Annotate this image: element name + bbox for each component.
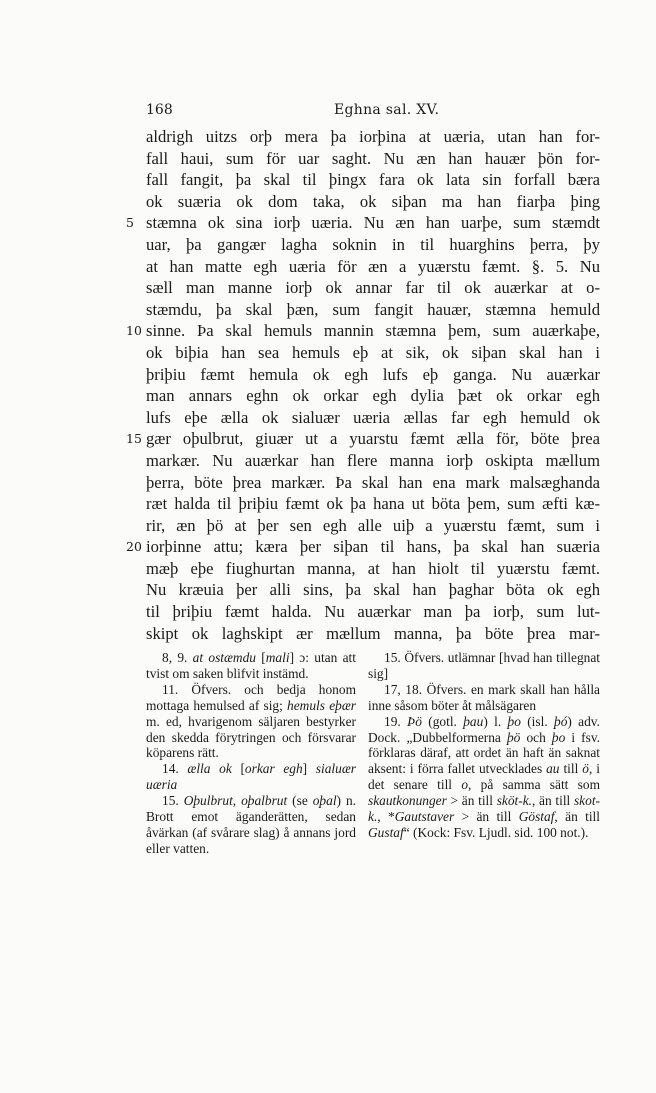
text-line <box>146 558 600 580</box>
text-line <box>126 536 600 558</box>
footnote: 8, 9. at ostæmdu [mali] ɔ: utan att tvist om saken blifvit instämd. <box>146 650 356 681</box>
text-line <box>146 385 600 407</box>
line-text: rir, æn þö at þer sen egh alle uiþ a yuærstu fæmt, sum i <box>146 515 600 535</box>
footnotes-left-column <box>146 650 356 857</box>
line-text: stæmdu, þa skal þæn, sum fangit hauær, stæmna hemuld <box>146 299 600 319</box>
line-text: man annars eghn ok orkar egh dylia þæt ok orkar egh <box>146 386 600 406</box>
line-text: uar, þa gangær lagha soknin in til huarghins þerra, þy <box>146 234 600 254</box>
text-line <box>146 364 600 386</box>
text-line <box>146 234 600 256</box>
footnote: 15. Öfvers. utlämnar [hvad han tillegnat sig] <box>368 650 600 681</box>
text-line <box>146 148 600 170</box>
line-number: 15 <box>126 431 142 447</box>
text-line <box>146 579 600 601</box>
footnote: 14. ælla ok [orkar egh] sialuær uæria <box>146 761 356 793</box>
text-line <box>126 320 600 342</box>
line-text: at han matte egh uæria för æn a yuærstu fæmt. §. 5. Nu <box>146 256 600 276</box>
text-line <box>146 407 600 429</box>
text-line <box>146 450 600 472</box>
footnotes-right-column <box>368 650 600 841</box>
line-text: til þriþiu fæmt halda. Nu auærkar man þa iorþ, sum lut- <box>146 602 600 622</box>
line-text: gær oþulbrut, giuær ut a yuarstu fæmt ælla för, böte þrea <box>146 429 600 449</box>
line-text: þriþiu fæmt hemula ok egh lufs eþ ganga. Nu auærkar <box>146 364 600 384</box>
line-text: ok biþia han sea hemuls eþ at sik, ok siþan skal han i <box>146 342 600 362</box>
line-text: sinne. Þa skal hemuls mannin stæmna þem, sum auærkaþe, <box>146 321 600 341</box>
footnote: 15. Oþulbrut, oþalbrut (se oþal) n. Brott emot äganderätten, sedan åvärkan (af svårare slag) å annans jord eller vatten. <box>146 793 356 856</box>
line-text: þerra, böte þrea markær. Þa skal han ena mark malsæghanda <box>146 472 600 492</box>
page-header <box>140 102 600 124</box>
line-text: iorþinne attu; kæra þer siþan til hans, þa skal han suæria <box>146 537 600 557</box>
text-line <box>146 472 600 494</box>
footnote: 19. Þö (gotl. þau) l. þo (isl. þó) adv. Dock. „Dubbelformerna þö och þo i fsv. förklaras däraf, att ordet än haft än saknat aksent: i förra fallet utvecklades au till ö, i det senare till o, på samma sätt som skautkonunger > än till sköt-k., än till skot-k., *Gautstaver > än till Göstaf, än till Gustaf“ (Kock: Fsv. Ljudl. sid. 100 not.). <box>368 713 601 840</box>
page-number: 168 <box>146 102 173 118</box>
text-line <box>146 277 600 299</box>
text-line <box>146 342 600 364</box>
text-line <box>146 601 600 623</box>
footnote: 11. Öfvers. och bedja honom mottaga hemulsed af sig; hemuls eþær m. ed, hvarigenom säljaren bestyrker den skedda förytringen och försvarar köparens rätt. <box>146 681 356 761</box>
text-line <box>146 623 600 645</box>
running-head: Eghna sal. XV. <box>334 102 440 118</box>
footnote: 17, 18. Öfvers. en mark skall han hålla inne såsom böter åt målsägaren <box>368 681 600 713</box>
text-line <box>146 515 600 537</box>
line-text: markær. Nu auærkar han flere manna iorþ oskipta mællum <box>146 450 600 470</box>
line-number: 10 <box>126 323 142 339</box>
line-text: aldrigh uitzs orþ mera þa iorþina at uæria, utan han for- <box>146 127 600 146</box>
text-line <box>146 191 600 213</box>
line-text: skipt ok laghskipt ær mællum manna, þa böte þrea mar- <box>146 623 600 643</box>
line-text: ok suæria ok dom taka, ok siþan ma han fiarþa þing <box>146 191 600 211</box>
text-line <box>146 256 600 278</box>
line-number: 5 <box>126 215 134 231</box>
text-line <box>146 493 600 515</box>
text-line <box>146 126 600 148</box>
line-text: lufs eþe ælla ok sialuær uæria ællas far egh hemuld ok <box>146 407 600 427</box>
text-line <box>126 428 600 450</box>
line-text: ræt halda til þriþiu fæmt ok þa hana ut böta þem, sum æfti kæ- <box>146 494 600 514</box>
main-text <box>126 126 600 644</box>
text-line <box>126 212 600 234</box>
line-text: stæmna ok sina iorþ uæria. Nu æn han uarþe, sum stæmdt <box>146 213 600 233</box>
line-text: fall haui, sum för uar saght. Nu æn han hauær þön for- <box>146 148 600 168</box>
line-number: 20 <box>126 539 142 555</box>
line-text: sæll man manne iorþ ok annar far til ok auærkar at o- <box>146 278 600 298</box>
line-text: mæþ eþe fiughurtan manna, at han hiolt til yuærstu fæmt. <box>146 558 600 578</box>
text-line <box>146 299 600 321</box>
line-text: fall fangit, þa skal til þingx fara ok lata sin forfall bæra <box>146 170 600 190</box>
text-line <box>146 169 600 191</box>
line-text: Nu kræuia þer alli sins, þa skal han þaghar böta ok egh <box>146 580 600 600</box>
